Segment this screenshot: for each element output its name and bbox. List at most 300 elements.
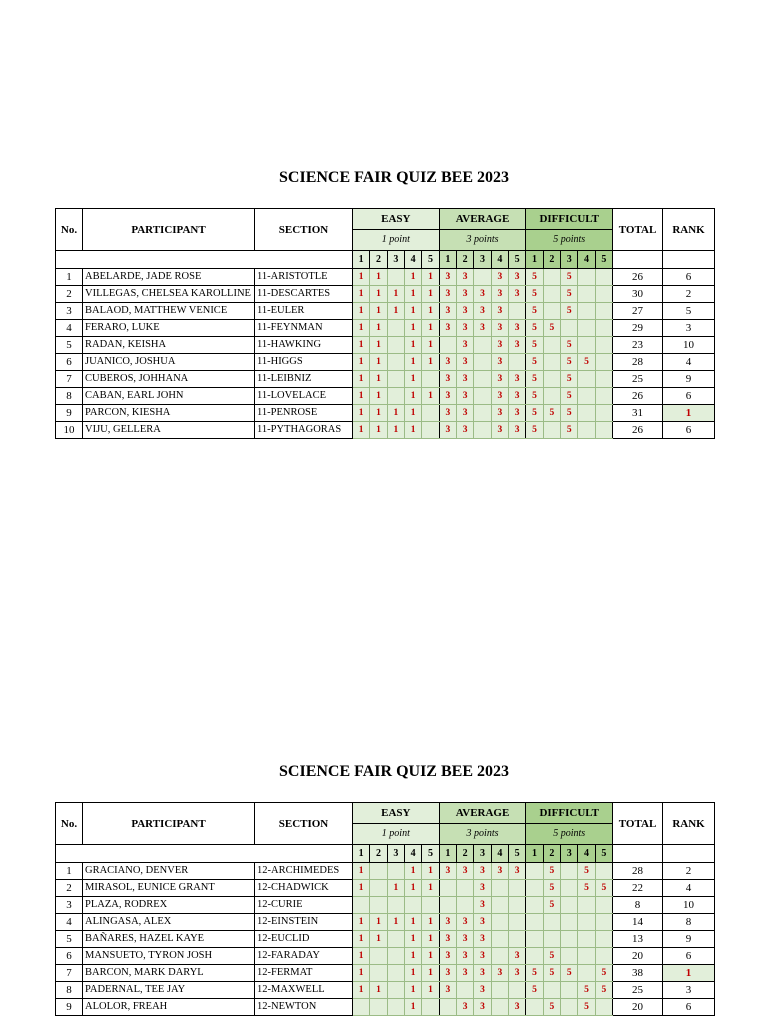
header-difficult-points: 5 points bbox=[526, 230, 613, 251]
average-score-cell: 3 bbox=[508, 286, 525, 303]
easy-score-cell: 1 bbox=[422, 931, 439, 948]
easy-score-cell bbox=[387, 863, 404, 880]
average-score-cell: 3 bbox=[457, 931, 474, 948]
participant-name: JUANICO, JOSHUA bbox=[83, 354, 255, 371]
average-score-cell: 3 bbox=[474, 863, 491, 880]
participant-name: PARCON, KIESHA bbox=[83, 405, 255, 422]
question-number: 3 bbox=[474, 251, 491, 269]
total-score: 30 bbox=[613, 286, 663, 303]
rank-value: 2 bbox=[663, 863, 715, 880]
total-score: 25 bbox=[613, 371, 663, 388]
difficult-score-cell: 5 bbox=[526, 982, 543, 999]
average-score-cell: 3 bbox=[457, 422, 474, 439]
easy-score-cell bbox=[422, 897, 439, 914]
total-score: 20 bbox=[613, 999, 663, 1016]
question-number: 5 bbox=[595, 845, 612, 863]
difficult-score-cell: 5 bbox=[543, 897, 560, 914]
total-score: 23 bbox=[613, 337, 663, 354]
average-score-cell: 3 bbox=[457, 999, 474, 1016]
average-score-cell: 3 bbox=[491, 269, 508, 286]
difficult-score-cell bbox=[578, 388, 595, 405]
easy-score-cell: 1 bbox=[404, 388, 421, 405]
question-number: 4 bbox=[578, 251, 595, 269]
easy-score-cell: 1 bbox=[370, 286, 387, 303]
difficult-score-cell: 5 bbox=[578, 982, 595, 999]
difficult-score-cell bbox=[543, 914, 560, 931]
average-score-cell bbox=[491, 982, 508, 999]
difficult-score-cell: 5 bbox=[578, 999, 595, 1016]
easy-score-cell: 1 bbox=[404, 999, 421, 1016]
difficult-score-cell: 5 bbox=[578, 880, 595, 897]
row-number: 9 bbox=[56, 999, 83, 1016]
difficult-score-cell: 5 bbox=[526, 303, 543, 320]
header-section: SECTION bbox=[255, 803, 353, 845]
table-row bbox=[56, 371, 715, 388]
easy-score-cell: 1 bbox=[353, 948, 370, 965]
difficult-score-cell: 5 bbox=[543, 863, 560, 880]
row-number: 5 bbox=[56, 931, 83, 948]
easy-score-cell: 1 bbox=[422, 269, 439, 286]
question-number: 3 bbox=[387, 251, 404, 269]
participant-name: PLAZA, RODREX bbox=[83, 897, 255, 914]
average-score-cell: 3 bbox=[508, 405, 525, 422]
header-difficult: DIFFICULT bbox=[526, 209, 613, 230]
average-score-cell: 3 bbox=[474, 999, 491, 1016]
table-body bbox=[56, 863, 715, 1016]
header-rank: RANK bbox=[663, 209, 715, 251]
easy-score-cell bbox=[370, 897, 387, 914]
participant-section: 11-ARISTOTLE bbox=[255, 269, 353, 286]
difficult-score-cell: 5 bbox=[526, 286, 543, 303]
easy-score-cell: 1 bbox=[353, 422, 370, 439]
average-score-cell: 3 bbox=[474, 286, 491, 303]
average-score-cell: 3 bbox=[439, 388, 456, 405]
average-score-cell: 3 bbox=[457, 371, 474, 388]
difficult-score-cell bbox=[578, 422, 595, 439]
difficult-score-cell: 5 bbox=[595, 880, 612, 897]
score-table-container bbox=[55, 208, 715, 439]
easy-score-cell: 1 bbox=[353, 286, 370, 303]
difficult-score-cell bbox=[595, 320, 612, 337]
difficult-score-cell: 5 bbox=[561, 286, 578, 303]
easy-score-cell: 1 bbox=[404, 914, 421, 931]
participant-section: 11-PYTHAGORAS bbox=[255, 422, 353, 439]
difficult-score-cell bbox=[595, 337, 612, 354]
question-number: 5 bbox=[508, 845, 525, 863]
table-row bbox=[56, 320, 715, 337]
average-score-cell: 3 bbox=[439, 269, 456, 286]
header-difficult: DIFFICULT bbox=[526, 803, 613, 824]
average-score-cell: 3 bbox=[457, 303, 474, 320]
table-row bbox=[56, 405, 715, 422]
average-score-cell bbox=[508, 303, 525, 320]
average-score-cell bbox=[474, 354, 491, 371]
easy-score-cell: 1 bbox=[404, 269, 421, 286]
table-row bbox=[56, 303, 715, 320]
question-number: 5 bbox=[422, 251, 439, 269]
difficult-score-cell bbox=[595, 303, 612, 320]
easy-score-cell: 1 bbox=[353, 371, 370, 388]
difficult-score-cell bbox=[578, 371, 595, 388]
participant-section: 11-LOVELACE bbox=[255, 388, 353, 405]
rank-value: 10 bbox=[663, 337, 715, 354]
question-number: 2 bbox=[370, 845, 387, 863]
difficult-score-cell bbox=[578, 269, 595, 286]
total-score: 25 bbox=[613, 982, 663, 999]
participant-section: 12-EINSTEIN bbox=[255, 914, 353, 931]
rank-value: 6 bbox=[663, 948, 715, 965]
easy-score-cell: 1 bbox=[404, 354, 421, 371]
average-score-cell bbox=[474, 405, 491, 422]
difficult-score-cell: 5 bbox=[543, 320, 560, 337]
difficult-score-cell bbox=[543, 422, 560, 439]
total-score: 22 bbox=[613, 880, 663, 897]
rank-value: 8 bbox=[663, 914, 715, 931]
score-table bbox=[55, 208, 715, 439]
question-number: 2 bbox=[457, 845, 474, 863]
easy-score-cell: 1 bbox=[370, 405, 387, 422]
rank-value: 5 bbox=[663, 303, 715, 320]
difficult-score-cell: 5 bbox=[561, 371, 578, 388]
header-easy: EASY bbox=[353, 209, 440, 230]
difficult-score-cell: 5 bbox=[561, 422, 578, 439]
average-score-cell: 3 bbox=[457, 948, 474, 965]
average-score-cell: 3 bbox=[491, 286, 508, 303]
question-number: 5 bbox=[595, 251, 612, 269]
easy-score-cell: 1 bbox=[353, 269, 370, 286]
average-score-cell: 3 bbox=[439, 371, 456, 388]
question-number: 4 bbox=[404, 845, 421, 863]
participant-name: MIRASOL, EUNICE GRANT bbox=[83, 880, 255, 897]
average-score-cell: 3 bbox=[439, 320, 456, 337]
difficult-score-cell: 5 bbox=[526, 320, 543, 337]
table-body bbox=[56, 269, 715, 439]
average-score-cell bbox=[457, 897, 474, 914]
score-table bbox=[55, 802, 715, 1016]
average-score-cell bbox=[439, 999, 456, 1016]
easy-score-cell bbox=[422, 371, 439, 388]
easy-score-cell: 1 bbox=[422, 880, 439, 897]
difficult-score-cell bbox=[526, 863, 543, 880]
average-score-cell bbox=[508, 880, 525, 897]
difficult-score-cell bbox=[578, 286, 595, 303]
easy-score-cell: 1 bbox=[353, 965, 370, 982]
easy-score-cell: 1 bbox=[422, 388, 439, 405]
question-number: 2 bbox=[457, 251, 474, 269]
average-score-cell: 3 bbox=[457, 388, 474, 405]
participant-section: 11-DESCARTES bbox=[255, 286, 353, 303]
table-header bbox=[56, 209, 715, 269]
participant-name: RADAN, KEISHA bbox=[83, 337, 255, 354]
easy-score-cell: 1 bbox=[404, 863, 421, 880]
difficult-score-cell: 5 bbox=[561, 388, 578, 405]
easy-score-cell bbox=[404, 897, 421, 914]
difficult-score-cell bbox=[526, 948, 543, 965]
easy-score-cell: 1 bbox=[422, 320, 439, 337]
header-rank: RANK bbox=[663, 803, 715, 845]
average-score-cell: 3 bbox=[457, 269, 474, 286]
row-number: 5 bbox=[56, 337, 83, 354]
difficult-score-cell bbox=[595, 948, 612, 965]
average-score-cell bbox=[439, 337, 456, 354]
easy-score-cell: 1 bbox=[387, 914, 404, 931]
difficult-score-cell bbox=[543, 354, 560, 371]
participant-name: GRACIANO, DENVER bbox=[83, 863, 255, 880]
easy-score-cell: 1 bbox=[353, 863, 370, 880]
question-number: 1 bbox=[526, 845, 543, 863]
header-easy-points: 1 point bbox=[353, 230, 440, 251]
difficult-score-cell: 5 bbox=[526, 422, 543, 439]
average-score-cell: 3 bbox=[491, 320, 508, 337]
average-score-cell: 3 bbox=[508, 269, 525, 286]
table-header bbox=[56, 803, 715, 863]
row-number: 4 bbox=[56, 320, 83, 337]
easy-score-cell: 1 bbox=[422, 303, 439, 320]
participant-section: 12-ARCHIMEDES bbox=[255, 863, 353, 880]
easy-score-cell: 1 bbox=[370, 371, 387, 388]
row-number: 2 bbox=[56, 880, 83, 897]
row-number: 1 bbox=[56, 863, 83, 880]
average-score-cell: 3 bbox=[508, 965, 525, 982]
difficult-score-cell bbox=[543, 982, 560, 999]
participant-section: 11-FEYNMAN bbox=[255, 320, 353, 337]
average-score-cell: 3 bbox=[457, 286, 474, 303]
participant-section: 11-LEIBNIZ bbox=[255, 371, 353, 388]
total-score: 20 bbox=[613, 948, 663, 965]
header-participant: PARTICIPANT bbox=[83, 803, 255, 845]
sheet-title: SCIENCE FAIR QUIZ BEE 2023 bbox=[279, 169, 509, 186]
easy-score-cell bbox=[387, 931, 404, 948]
average-score-cell bbox=[508, 354, 525, 371]
easy-score-cell bbox=[353, 897, 370, 914]
average-score-cell: 3 bbox=[474, 320, 491, 337]
average-score-cell bbox=[474, 422, 491, 439]
header-no: No. bbox=[56, 803, 83, 845]
easy-score-cell bbox=[387, 354, 404, 371]
average-score-cell: 3 bbox=[508, 371, 525, 388]
easy-score-cell: 1 bbox=[404, 303, 421, 320]
difficult-score-cell bbox=[595, 405, 612, 422]
difficult-score-cell: 5 bbox=[543, 999, 560, 1016]
question-number: 5 bbox=[508, 251, 525, 269]
easy-score-cell: 1 bbox=[353, 405, 370, 422]
difficult-score-cell: 5 bbox=[526, 371, 543, 388]
easy-score-cell: 1 bbox=[422, 337, 439, 354]
participant-section: 12-EUCLID bbox=[255, 931, 353, 948]
header-section: SECTION bbox=[255, 209, 353, 251]
rank-value: 6 bbox=[663, 269, 715, 286]
difficult-score-cell: 5 bbox=[526, 388, 543, 405]
total-score: 26 bbox=[613, 422, 663, 439]
difficult-score-cell bbox=[578, 320, 595, 337]
difficult-score-cell bbox=[526, 931, 543, 948]
average-score-cell: 3 bbox=[439, 354, 456, 371]
difficult-score-cell bbox=[578, 897, 595, 914]
easy-score-cell: 1 bbox=[370, 320, 387, 337]
header-average-points: 3 points bbox=[439, 230, 526, 251]
row-number: 8 bbox=[56, 982, 83, 999]
rank-value: 10 bbox=[663, 897, 715, 914]
difficult-score-cell bbox=[578, 948, 595, 965]
easy-score-cell: 1 bbox=[404, 286, 421, 303]
score-sheet-grade-11 bbox=[55, 168, 713, 436]
participant-section: 12-FARADAY bbox=[255, 948, 353, 965]
table-row bbox=[56, 388, 715, 405]
average-score-cell: 3 bbox=[491, 422, 508, 439]
difficult-score-cell: 5 bbox=[578, 354, 595, 371]
rank-value: 4 bbox=[663, 354, 715, 371]
table-row bbox=[56, 999, 715, 1016]
average-score-cell bbox=[508, 931, 525, 948]
header-easy-points: 1 point bbox=[353, 824, 440, 845]
total-score: 27 bbox=[613, 303, 663, 320]
easy-score-cell: 1 bbox=[353, 303, 370, 320]
easy-score-cell: 1 bbox=[404, 405, 421, 422]
difficult-score-cell bbox=[561, 982, 578, 999]
total-score: 13 bbox=[613, 931, 663, 948]
difficult-score-cell: 5 bbox=[543, 405, 560, 422]
question-row-spacer bbox=[56, 845, 353, 863]
easy-score-cell: 1 bbox=[404, 371, 421, 388]
easy-score-cell bbox=[370, 880, 387, 897]
average-score-cell: 3 bbox=[491, 303, 508, 320]
easy-score-cell bbox=[370, 965, 387, 982]
participant-section: 12-NEWTON bbox=[255, 999, 353, 1016]
difficult-score-cell bbox=[543, 286, 560, 303]
average-score-cell: 3 bbox=[457, 354, 474, 371]
total-score: 8 bbox=[613, 897, 663, 914]
average-score-cell bbox=[457, 982, 474, 999]
difficult-score-cell bbox=[526, 999, 543, 1016]
participant-section: 11-PENROSE bbox=[255, 405, 353, 422]
header-total: TOTAL bbox=[613, 209, 663, 251]
average-score-cell bbox=[508, 897, 525, 914]
average-score-cell: 3 bbox=[439, 863, 456, 880]
easy-score-cell: 1 bbox=[370, 422, 387, 439]
average-score-cell: 3 bbox=[491, 863, 508, 880]
difficult-score-cell bbox=[561, 914, 578, 931]
easy-score-cell: 1 bbox=[353, 320, 370, 337]
average-score-cell: 3 bbox=[439, 931, 456, 948]
average-score-cell: 3 bbox=[508, 388, 525, 405]
question-number: 4 bbox=[491, 251, 508, 269]
easy-score-cell bbox=[422, 405, 439, 422]
question-number: 3 bbox=[474, 845, 491, 863]
average-score-cell: 3 bbox=[439, 982, 456, 999]
difficult-score-cell bbox=[561, 948, 578, 965]
easy-score-cell: 1 bbox=[353, 337, 370, 354]
row-number: 9 bbox=[56, 405, 83, 422]
easy-score-cell: 1 bbox=[370, 982, 387, 999]
easy-score-cell bbox=[387, 371, 404, 388]
total-score: 28 bbox=[613, 354, 663, 371]
easy-score-cell: 1 bbox=[404, 320, 421, 337]
row-number: 7 bbox=[56, 371, 83, 388]
easy-score-cell: 1 bbox=[353, 354, 370, 371]
difficult-score-cell bbox=[595, 999, 612, 1016]
average-score-cell: 3 bbox=[457, 914, 474, 931]
total-score: 31 bbox=[613, 405, 663, 422]
table-row bbox=[56, 286, 715, 303]
easy-score-cell: 1 bbox=[387, 422, 404, 439]
difficult-score-cell bbox=[595, 914, 612, 931]
participant-name: VILLEGAS, CHELSEA KAROLLINE bbox=[83, 286, 255, 303]
easy-score-cell: 1 bbox=[422, 914, 439, 931]
average-score-cell bbox=[474, 269, 491, 286]
easy-score-cell bbox=[387, 982, 404, 999]
table-row bbox=[56, 931, 715, 948]
average-score-cell bbox=[508, 914, 525, 931]
question-row-spacer bbox=[663, 251, 715, 269]
easy-score-cell: 1 bbox=[404, 880, 421, 897]
question-number: 1 bbox=[353, 251, 370, 269]
row-number: 3 bbox=[56, 303, 83, 320]
sheet-title: SCIENCE FAIR QUIZ BEE 2023 bbox=[279, 763, 509, 780]
difficult-score-cell: 5 bbox=[561, 337, 578, 354]
rank-value: 4 bbox=[663, 880, 715, 897]
average-score-cell: 3 bbox=[491, 388, 508, 405]
easy-score-cell bbox=[387, 948, 404, 965]
easy-score-cell bbox=[387, 388, 404, 405]
average-score-cell bbox=[491, 931, 508, 948]
easy-score-cell: 1 bbox=[353, 388, 370, 405]
average-score-cell bbox=[491, 948, 508, 965]
rank-value: 9 bbox=[663, 931, 715, 948]
question-row-spacer bbox=[613, 251, 663, 269]
participant-name: ALOLOR, FREAH bbox=[83, 999, 255, 1016]
row-number: 8 bbox=[56, 388, 83, 405]
average-score-cell: 3 bbox=[439, 286, 456, 303]
average-score-cell: 3 bbox=[491, 371, 508, 388]
header-participant: PARTICIPANT bbox=[83, 209, 255, 251]
average-score-cell: 3 bbox=[457, 965, 474, 982]
easy-score-cell: 1 bbox=[404, 422, 421, 439]
average-score-cell: 3 bbox=[439, 405, 456, 422]
header-average: AVERAGE bbox=[439, 209, 526, 230]
average-score-cell bbox=[491, 999, 508, 1016]
average-score-cell: 3 bbox=[457, 405, 474, 422]
difficult-score-cell bbox=[595, 354, 612, 371]
rank-value: 3 bbox=[663, 320, 715, 337]
easy-score-cell bbox=[422, 999, 439, 1016]
difficult-score-cell bbox=[526, 880, 543, 897]
easy-score-cell: 1 bbox=[404, 965, 421, 982]
score-sheet-grade-12 bbox=[55, 762, 713, 1013]
difficult-score-cell bbox=[543, 388, 560, 405]
difficult-score-cell bbox=[578, 965, 595, 982]
rank-value: 6 bbox=[663, 999, 715, 1016]
question-row-spacer bbox=[56, 251, 353, 269]
easy-score-cell: 1 bbox=[387, 286, 404, 303]
question-number: 5 bbox=[422, 845, 439, 863]
question-number: 2 bbox=[370, 251, 387, 269]
table-row bbox=[56, 948, 715, 965]
easy-score-cell: 1 bbox=[370, 931, 387, 948]
average-score-cell: 3 bbox=[474, 948, 491, 965]
average-score-cell bbox=[439, 897, 456, 914]
row-number: 4 bbox=[56, 914, 83, 931]
easy-score-cell: 1 bbox=[404, 337, 421, 354]
participant-section: 12-CURIE bbox=[255, 897, 353, 914]
row-number: 2 bbox=[56, 286, 83, 303]
difficult-score-cell bbox=[595, 371, 612, 388]
difficult-score-cell bbox=[561, 897, 578, 914]
question-number: 1 bbox=[353, 845, 370, 863]
difficult-score-cell bbox=[543, 371, 560, 388]
average-score-cell bbox=[491, 914, 508, 931]
difficult-score-cell bbox=[595, 286, 612, 303]
difficult-score-cell bbox=[561, 320, 578, 337]
